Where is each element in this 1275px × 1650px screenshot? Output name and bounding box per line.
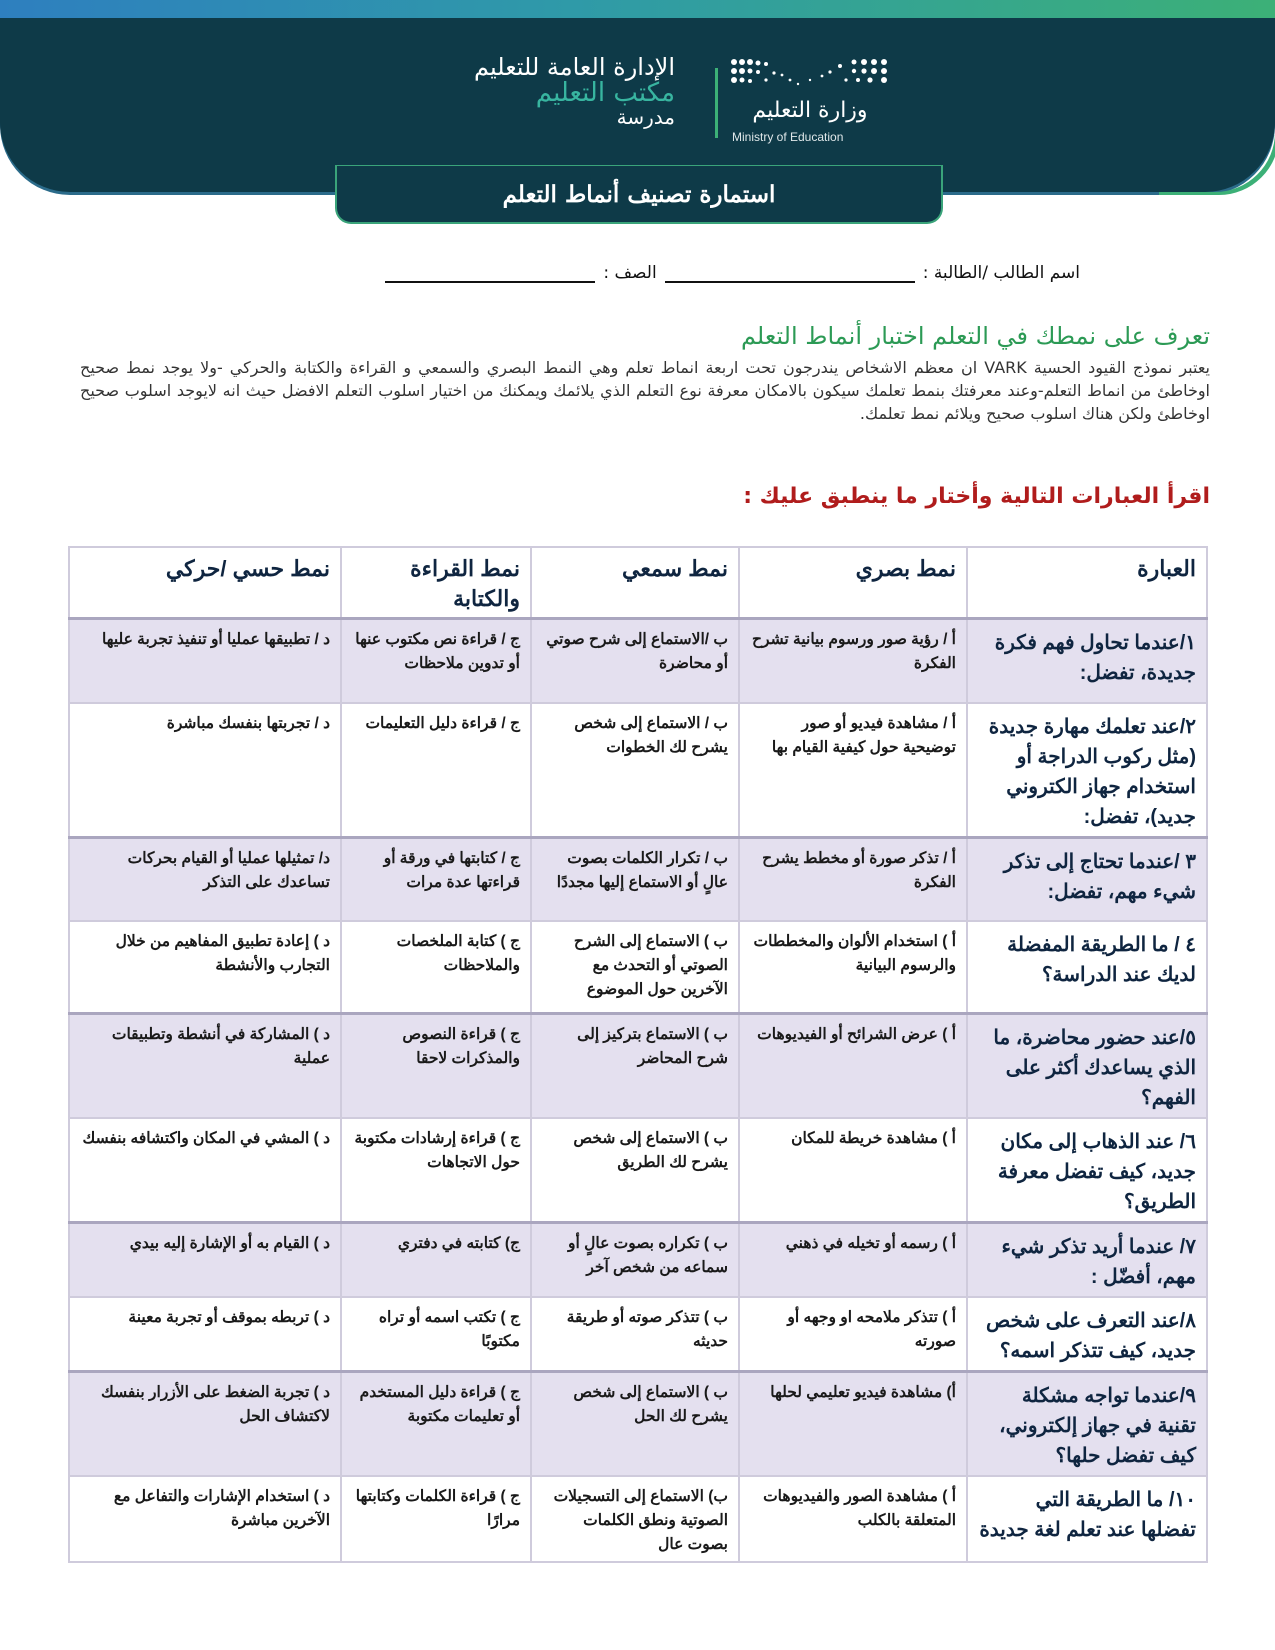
intro-paragraph: يعتبر نموذج القيود الحسية VARK ان معظم الاشخاص يندرجون تحت اربعة انماط تعلم وهي النمط البصري والسمعي و القراءة والكتابة والحركي -ولا يوجد نمط صحيح اوخاطئ من انماط التعلم-وعند معرفتك بنمط تعلمك سيكون بالامكان معرفة نوع التعلم الذي يلائمك ويمكنك من اختيار اسلوب التعلم الافضل حيث انه لايوجد اسلوب صحيح اوخاطئ ولكن هناك اسلوب صحيح ويلائم نمط تعلمك. (80, 358, 1210, 423)
option-read-write[interactable]: ج ) تكتب اسمه أو تراه مكتوبًا (341, 1297, 531, 1372)
student-info-line (310, 253, 1080, 283)
question-cell: ٤ / ما الطريقة المفضلة لديك عند الدراسة؟ (967, 921, 1207, 1013)
class-field[interactable] (385, 263, 595, 283)
general-administration: الإدارة العامة للتعليم (474, 53, 675, 81)
option-read-write[interactable]: ج / قراءة دليل التعليمات (341, 703, 531, 838)
learning-styles-table (68, 546, 1208, 1563)
question-cell: ١/عندما تحاول فهم فكرة جديدة، تفضل: (967, 619, 1207, 703)
question-cell: ٦/ عند الذهاب إلى مكان جديد، كيف تفضل معرفة الطريق؟ (967, 1118, 1207, 1223)
table-row (69, 703, 1207, 838)
option-read-write[interactable]: ج ) قراءة دليل المستخدم أو تعليمات مكتوبة (341, 1371, 531, 1476)
option-visual[interactable]: أ / رؤية صور ورسوم بيانية تشرح الفكرة (739, 619, 967, 703)
option-kinesthetic[interactable]: د ) إعادة تطبيق المفاهيم من خلال التجارب والأنشطة (69, 921, 341, 1013)
question-cell: ٧/ عندما أريد تذكر شيء مهم، أفضّل : (967, 1222, 1207, 1297)
option-visual[interactable]: أ ) مشاهدة خريطة للمكان (739, 1118, 967, 1223)
table-row (69, 1118, 1207, 1223)
table-row (69, 619, 1207, 703)
header-statement: العبارة (967, 547, 1207, 619)
option-read-write[interactable]: ج / قراءة نص مكتوب عنها أو تدوين ملاحظات (341, 619, 531, 703)
ministry-name-arabic: وزارة التعليم (752, 98, 868, 123)
header-read-write: نمط القراءة والكتابة (341, 547, 531, 619)
option-auditory[interactable]: ب ) تكراره بصوت عالٍ أو سماعه من شخص آخر (531, 1222, 739, 1297)
table-header-row (69, 547, 1207, 619)
question-cell: ٨/عند التعرف على شخص جديد، كيف تتذكر اسمه؟ (967, 1297, 1207, 1372)
option-kinesthetic[interactable]: د ) تجربة الضغط على الأزرار بنفسك لاكتشاف الحل (69, 1371, 341, 1476)
question-cell: ٢/عند تعلمك مهارة جديدة (مثل ركوب الدراجة أو استخدام جهاز الكتروني جديد)، تفضل: (967, 703, 1207, 838)
header-visual: نمط بصري (739, 547, 967, 619)
school-label: مدرسة (616, 105, 675, 130)
option-read-write[interactable]: ج ) كتابة الملخصات والملاحظات (341, 921, 531, 1013)
ministry-logo (730, 58, 900, 148)
ministry-dots-icon (730, 58, 890, 88)
table-row (69, 1013, 1207, 1118)
option-auditory[interactable]: ب ) الاستماع إلى الشرح الصوتي أو التحدث مع الآخرين حول الموضوع (531, 921, 739, 1013)
education-office: مكتب التعليم (535, 78, 675, 109)
logo-divider (715, 68, 718, 138)
option-visual[interactable]: أ ) مشاهدة الصور والفيديوهات المتعلقة بالكلب (739, 1476, 967, 1562)
table-row (69, 1371, 1207, 1476)
header-gradient-bar (0, 0, 1275, 18)
option-visual[interactable]: أ ) تتذكر ملامحه او وجهه أو صورته (739, 1297, 967, 1372)
option-read-write[interactable]: ج ) قراءة الكلمات وكتابتها مرارًا (341, 1476, 531, 1562)
table-row (69, 921, 1207, 1013)
header-kinesthetic: نمط حسي /حركي (69, 547, 341, 619)
table-row (69, 1297, 1207, 1372)
question-cell: ٣ /عندما تحتاج إلى تذكر شيء مهم، تفضل: (967, 837, 1207, 921)
option-read-write[interactable]: ج / كتابتها في ورقة أو قراءتها عدة مرات (341, 837, 531, 921)
option-auditory[interactable]: ب ) الاستماع إلى شخص يشرح لك الطريق (531, 1118, 739, 1223)
option-visual[interactable]: أ ) رسمه أو تخيله في ذهني (739, 1222, 967, 1297)
option-auditory[interactable]: ب ) تتذكر صوته أو طريقة حديثه (531, 1297, 739, 1372)
option-auditory[interactable]: ب) الاستماع إلى التسجيلات الصوتية ونطق الكلمات بصوت عال (531, 1476, 739, 1562)
option-auditory[interactable]: ب /الاستماع إلى شرح صوتي أو محاضرة (531, 619, 739, 703)
form-title-box (335, 165, 943, 224)
option-kinesthetic[interactable]: د ) استخدام الإشارات والتفاعل مع الآخرين مباشرة (69, 1476, 341, 1562)
question-cell: ١٠/ ما الطريقة التي تفضلها عند تعلم لغة جديدة (967, 1476, 1207, 1562)
option-visual[interactable]: أ ) عرض الشرائح أو الفيديوهات (739, 1013, 967, 1118)
option-kinesthetic[interactable]: د ) المشي في المكان واكتشافه بنفسك (69, 1118, 341, 1223)
option-visual[interactable]: أ / مشاهدة فيديو أو صور توضيحية حول كيفية القيام بها (739, 703, 967, 838)
option-kinesthetic[interactable]: د / تطبيقها عمليا أو تنفيذ تجربة عليها (69, 619, 341, 703)
header-auditory: نمط سمعي (531, 547, 739, 619)
option-kinesthetic[interactable]: د ) تربطه بموقف أو تجربة معينة (69, 1297, 341, 1372)
instruction-text: اقرأ العبارات التالية وأختار ما ينطبق عليك : (743, 484, 1210, 509)
question-cell: ٥/عند حضور محاضرة، ما الذي يساعدك أكثر على الفهم؟ (967, 1013, 1207, 1118)
option-auditory[interactable]: ب / الاستماع إلى شخص يشرح لك الخطوات (531, 703, 739, 838)
option-auditory[interactable]: ب / تكرار الكلمات بصوت عالٍ أو الاستماع إليها مجددًا (531, 837, 739, 921)
table-row (69, 1222, 1207, 1297)
table-row (69, 837, 1207, 921)
option-kinesthetic[interactable]: د / تجربتها بنفسك مباشرة (69, 703, 341, 838)
option-auditory[interactable]: ب ) الاستماع إلى شخص يشرح لك الحل (531, 1371, 739, 1476)
option-kinesthetic[interactable]: د/ تمثيلها عمليا أو القيام بحركات تساعدك على التذكر (69, 837, 341, 921)
question-cell: ٩/عندما تواجه مشكلة تقنية في جهاز إلكتروني، كيف تفضل حلها؟ (967, 1371, 1207, 1476)
option-read-write[interactable]: ج) كتابته في دفتري (341, 1222, 531, 1297)
form-title: استمارة تصنيف أنماط التعلم (502, 180, 776, 208)
option-visual[interactable]: أ ) استخدام الألوان والمخططات والرسوم البيانية (739, 921, 967, 1013)
option-kinesthetic[interactable]: د ) المشاركة في أنشطة وتطبيقات عملية (69, 1013, 341, 1118)
table-row (69, 1476, 1207, 1562)
student-name-label: اسم الطالب /الطالبة : (922, 263, 1080, 283)
option-visual[interactable]: أ) مشاهدة فيديو تعليمي لحلها (739, 1371, 967, 1476)
student-name-field[interactable] (665, 263, 915, 283)
option-auditory[interactable]: ب ) الاستماع بتركيز إلى شرح المحاضر (531, 1013, 739, 1118)
class-label: الصف : (603, 263, 657, 283)
intro-heading: تعرف على نمطك في التعلم اختبار أنماط التعلم (740, 322, 1210, 350)
option-read-write[interactable]: ج ) قراءة النصوص والمذكرات لاحقا (341, 1013, 531, 1118)
option-read-write[interactable]: ج ) قراءة إرشادات مكتوبة حول الاتجاهات (341, 1118, 531, 1223)
ministry-name-english: Ministry of Education (732, 130, 844, 144)
organization-block (430, 55, 675, 128)
option-kinesthetic[interactable]: د ) القيام به أو الإشارة إليه بيدي (69, 1222, 341, 1297)
option-visual[interactable]: أ / تذكر صورة أو مخطط يشرح الفكرة (739, 837, 967, 921)
